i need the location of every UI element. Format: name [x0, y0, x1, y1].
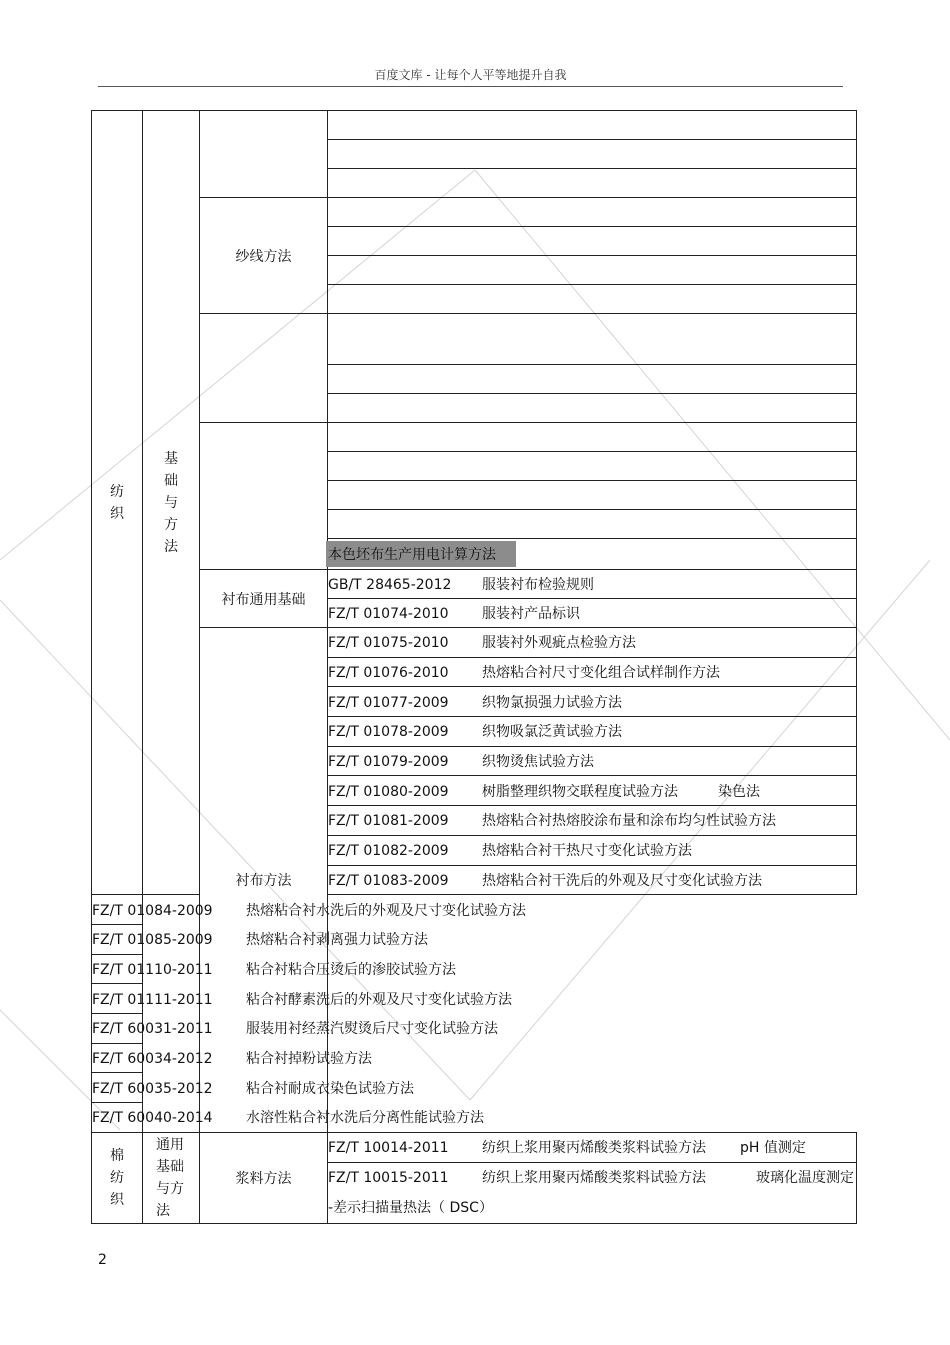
std-code: FZ/T 01075-2010 — [328, 635, 449, 652]
subcategory-lining-basic: 衬布通用基础 — [200, 570, 328, 628]
std-code: FZ/T 01082-2009 — [328, 843, 449, 860]
std-code: FZ/T 01110-2011 — [92, 961, 213, 978]
table-row — [92, 895, 526, 925]
table-row — [328, 314, 857, 365]
std-title: 纺织上浆用聚丙烯酸类浆料试验方法 — [482, 1169, 706, 1186]
table-row — [92, 924, 428, 954]
table-row — [328, 599, 857, 628]
std-code: FZ/T 01084-2009 — [92, 902, 213, 919]
table-row — [328, 1162, 857, 1223]
subcategory-yarn-method: 纱线方法 — [200, 198, 328, 314]
std-code: FZ/T 60031-2011 — [92, 1021, 213, 1038]
category-general-basic-method: 通用基础与方法 — [143, 1132, 200, 1223]
std-code: FZ/T 01076-2010 — [328, 665, 449, 682]
std-code: FZ/T 01078-2009 — [328, 724, 449, 741]
table-row — [328, 570, 857, 599]
std-code: FZ/T 01077-2009 — [328, 694, 449, 711]
std-code: FZ/T 01074-2010 — [328, 606, 449, 622]
table-row — [92, 1103, 484, 1133]
subcategory-empty-c — [200, 314, 328, 423]
table-row — [328, 227, 857, 256]
std-title: 热熔粘合衬剥离强力试验方法 — [246, 932, 428, 949]
table-row — [328, 365, 857, 394]
table-row — [92, 1073, 414, 1103]
std-code: FZ/T 10014-2011 — [328, 1140, 449, 1157]
page-header: 百度文库 - 让每个人平等地提升自我 — [98, 66, 843, 87]
table-row — [328, 539, 857, 570]
table-row — [328, 198, 857, 227]
table-row — [328, 285, 857, 314]
std-title: 服装衬外观疵点检验方法 — [482, 635, 636, 652]
std-extra: 染色法 — [718, 783, 760, 800]
std-title: 服装衬布检验规则 — [482, 577, 594, 593]
std-code: FZ/T 60040-2014 — [92, 1110, 213, 1127]
table-row — [92, 1013, 498, 1043]
std-code: GB/T 28465-2012 — [328, 577, 452, 593]
std-code: FZ/T 10015-2011 — [328, 1169, 449, 1186]
table-row — [328, 169, 857, 198]
table-row — [328, 481, 857, 510]
std-title: 热熔粘合衬热熔胶涂布量和涂布均匀性试验方法 — [482, 813, 776, 830]
std-title: 服装衬产品标识 — [482, 606, 580, 622]
table-row — [92, 1043, 372, 1073]
std-code: FZ/T 60035-2012 — [92, 1080, 213, 1097]
category-basic-method: 基础与方法 — [143, 111, 200, 895]
table-row — [328, 717, 857, 747]
std-extra: pH 值测定 — [740, 1140, 806, 1157]
table-row — [328, 140, 857, 169]
page-number: 2 — [98, 1252, 107, 1268]
table-row — [328, 256, 857, 285]
table-row — [328, 687, 857, 717]
std-title: 粘合衬掉粉试验方法 — [246, 1050, 372, 1067]
std-code: FZ/T 60034-2012 — [92, 1050, 213, 1067]
table-row — [328, 628, 857, 658]
std-code: FZ/T 01111-2011 — [92, 991, 213, 1008]
std-code: FZ/T 01080-2009 — [328, 783, 449, 800]
table-row — [328, 452, 857, 481]
std-code: FZ/T 01085-2009 — [92, 932, 213, 949]
category-cotton-textile: 棉纺织 — [92, 1132, 143, 1223]
highlighted-title: 本色坯布生产用电计算方法 — [326, 541, 516, 567]
category-textile: 纺织 — [92, 111, 143, 895]
table-row — [328, 776, 857, 806]
subcategory-size-method: 浆料方法 — [200, 1132, 328, 1223]
std-extra: 玻璃化温度测定 -差示扫描量热法（ DSC） — [328, 1169, 854, 1216]
std-title: 树脂整理织物交联程度试验方法 — [482, 783, 678, 800]
table-row — [328, 423, 857, 452]
std-title: 热熔粘合衬干洗后的外观及尺寸变化试验方法 — [482, 872, 762, 889]
std-title: 粘合衬酵素洗后的外观及尺寸变化试验方法 — [246, 991, 512, 1008]
std-title: 织物烫焦试验方法 — [482, 754, 594, 771]
subcategory-empty-a — [200, 111, 328, 198]
std-title: 纺织上浆用聚丙烯酸类浆料试验方法 — [482, 1140, 706, 1157]
subcategory-lining-method: 衬布方法 — [200, 628, 328, 1133]
std-title: 粘合衬耐成衣染色试验方法 — [246, 1080, 414, 1097]
table-row — [328, 835, 857, 865]
table-row — [328, 806, 857, 836]
standards-table — [91, 110, 857, 1224]
std-code: FZ/T 01081-2009 — [328, 813, 449, 830]
std-title: 织物吸氯泛黄试验方法 — [482, 724, 622, 741]
subcategory-empty-d — [200, 423, 328, 570]
table-row — [328, 1132, 857, 1162]
std-title: 热熔粘合衬尺寸变化组合试样制作方法 — [482, 665, 720, 682]
table-row — [328, 657, 857, 687]
std-code: FZ/T 01079-2009 — [328, 754, 449, 771]
std-title: 服装用衬经蒸汽熨烫后尺寸变化试验方法 — [246, 1021, 498, 1038]
table-row — [328, 510, 857, 539]
std-code: FZ/T 01083-2009 — [328, 872, 449, 889]
std-title: 水溶性粘合衬水洗后分离性能试验方法 — [246, 1110, 484, 1127]
table-row — [92, 984, 512, 1014]
std-title: 热熔粘合衬干热尺寸变化试验方法 — [482, 843, 692, 860]
table-row — [328, 111, 857, 140]
table-row — [92, 954, 456, 984]
table-row — [328, 394, 857, 423]
std-title: 粘合衬粘合压烫后的渗胶试验方法 — [246, 961, 456, 978]
std-title: 热熔粘合衬水洗后的外观及尺寸变化试验方法 — [246, 902, 526, 919]
std-title: 织物氯损强力试验方法 — [482, 694, 622, 711]
table-row — [328, 746, 857, 776]
table-row — [328, 865, 857, 895]
